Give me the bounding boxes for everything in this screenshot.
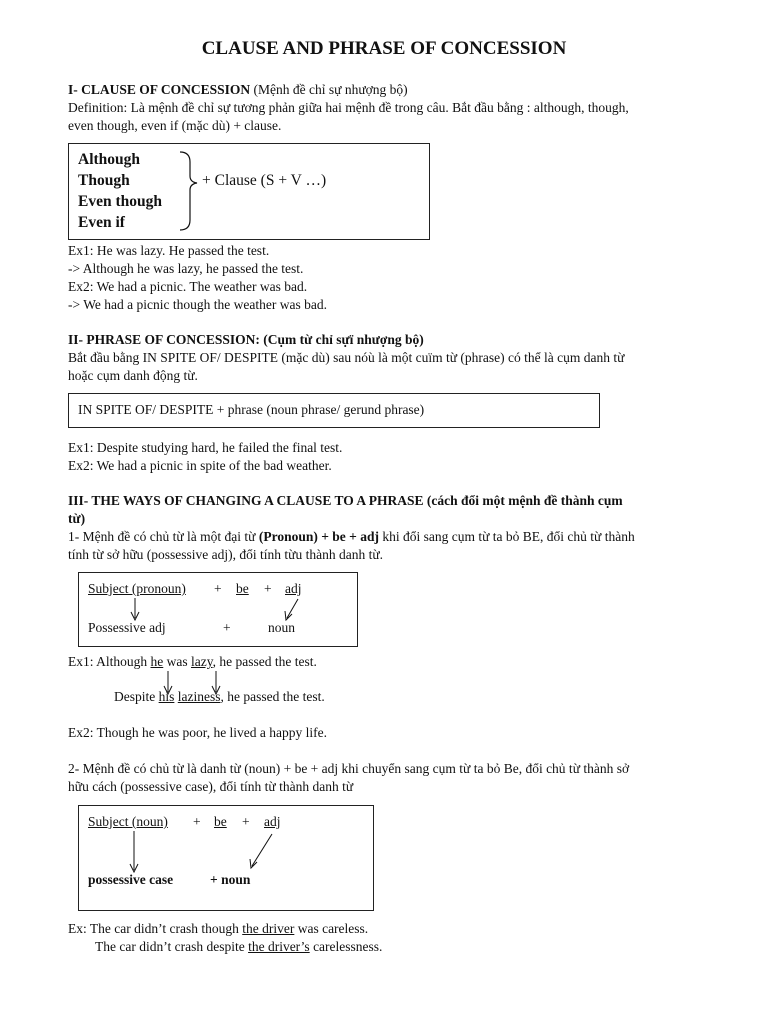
clause-formula: + Clause (S + V …)	[202, 172, 327, 189]
section-2-example-1: Ex1: Despite studying hard, he failed the final test.	[68, 440, 343, 455]
ex3-part-2: was careless.	[294, 921, 369, 936]
section-2-line-2: hoặc cụm danh động từ.	[68, 368, 198, 383]
section-2-example-2: Ex2: We had a picnic in spite of the bad weather.	[68, 458, 332, 473]
box1-adj: adj	[285, 581, 302, 596]
ex1-laziness: laziness	[177, 689, 221, 704]
box1-plus-1: +	[214, 581, 222, 596]
box2-arrow-down-icon	[130, 831, 138, 872]
ex3-part-1: Ex: The car didn’t crash though	[68, 921, 243, 936]
box1-plus-3: +	[223, 620, 231, 635]
rule-1-example-2: Ex2: Though he was poor, he lived a happy life.	[68, 725, 328, 740]
rule-2-example-answer	[95, 938, 382, 956]
section-3-heading-line-1: III- THE WAYS OF CHANGING A CLAUSE TO A PHRASE (cách đổi một mệnh đề thành cụm	[68, 493, 623, 508]
box2-possessive-case: possessive case	[88, 872, 174, 887]
section-1-example-2-answer: -> We had a picnic though the weather was bad.	[68, 297, 327, 312]
section-1-title-vi: (Mệnh đề chỉ sự nhượng bộ)	[253, 82, 408, 97]
phrase-formula: IN SPITE OF/ DESPITE + phrase (noun phrase/ gerund phrase)	[78, 402, 425, 417]
box1-plus-2: +	[264, 581, 272, 596]
section-2-heading: II- PHRASE OF CONCESSION: (Cụm từ chỉ sựï nhượng bộ)	[68, 332, 424, 347]
section-3-heading-line-2: từ)	[68, 511, 86, 526]
ex3-answer-part-2: carelessness.	[309, 939, 383, 954]
conjunction-though: Though	[78, 172, 130, 189]
box1-noun: noun	[268, 620, 295, 635]
ex3-answer-part-1: The car didn’t crash despite	[95, 939, 249, 954]
rule-2-example	[68, 920, 368, 938]
ex1-answer-part-2: , he passed the test.	[220, 689, 325, 704]
rule-1-text-c: khi đổi sang cụm từ ta bỏ BE, đổi chủ từ thành	[379, 529, 635, 544]
section-1-title: I- CLAUSE OF CONCESSION	[68, 82, 251, 97]
box2-plus-1: +	[193, 814, 201, 829]
box2-subject-noun: Subject (noun)	[88, 814, 168, 829]
ex1-he: he	[150, 654, 164, 669]
ex1-part-3: , he passed the test.	[212, 654, 317, 669]
box2-noun: + noun	[210, 872, 251, 887]
rule-1-line-2: tính từ sở hữu (possessive adj), đổi tính từu thành danh từ.	[68, 547, 384, 562]
conjunction-although: Although	[78, 151, 141, 168]
rule-2-line-2: hữu cách (possessive case), đổi tính từ thành danh từ	[68, 779, 354, 794]
section-2-line-1: Bắt đầu bằng IN SPITE OF/ DESPITE (mặc dù) sau nóù là một cuïm từ (phrase) có thể là cụm danh từ	[68, 350, 625, 365]
section-1-example-1: Ex1: He was lazy. He passed the test.	[68, 243, 270, 258]
box2-be: be	[214, 814, 227, 829]
rule-1-pattern: (Pronoun) + be + adj	[258, 529, 379, 544]
conjunction-even-though: Even though	[78, 193, 162, 210]
ex1-his: his	[158, 689, 175, 704]
section-1-example-2: Ex2: We had a picnic. The weather was bad.	[68, 279, 308, 294]
ex1-part-1: Ex1: Although	[68, 654, 151, 669]
conjunction-even-if: Even if	[78, 214, 125, 231]
ex3-the-drivers: the driver’s	[248, 939, 310, 954]
ex3-the-driver: the driver	[242, 921, 295, 936]
rule-2-line-1: 2- Mệnh đề có chủ từ là danh từ (noun) + be + adj khi chuyển sang cụm từ ta bỏ Be, đổi chủ từ thành sở	[68, 761, 630, 776]
box2-plus-2: +	[242, 814, 250, 829]
box1-possessive-adj: Possessive adj	[88, 620, 166, 635]
ex1-lazy: lazy	[191, 654, 213, 669]
section-1-definition-line-1: Definition: Là mệnh đề chỉ sự tương phản giữa hai mệnh đề trong câu. Bắt đầu bằng : although, though,	[68, 100, 629, 115]
box1-subject-pronoun: Subject (pronoun)	[88, 581, 186, 596]
ex1-answer-part-1: Despite	[114, 689, 159, 704]
rule-1-text-a: 1- Mệnh đề có chủ từ là một đại từ	[68, 529, 259, 544]
section-1-example-1-answer: -> Although he was lazy, he passed the test.	[68, 261, 304, 276]
box2-adj: adj	[264, 814, 281, 829]
ex1-part-2: was	[163, 654, 192, 669]
page-title: CLAUSE AND PHRASE OF CONCESSION	[201, 38, 567, 59]
section-1-definition-line-2: even though, even if (mặc dù) + clause.	[68, 118, 282, 133]
box2-arrow-diagonal-icon	[250, 834, 272, 868]
box1-be: be	[236, 581, 249, 596]
